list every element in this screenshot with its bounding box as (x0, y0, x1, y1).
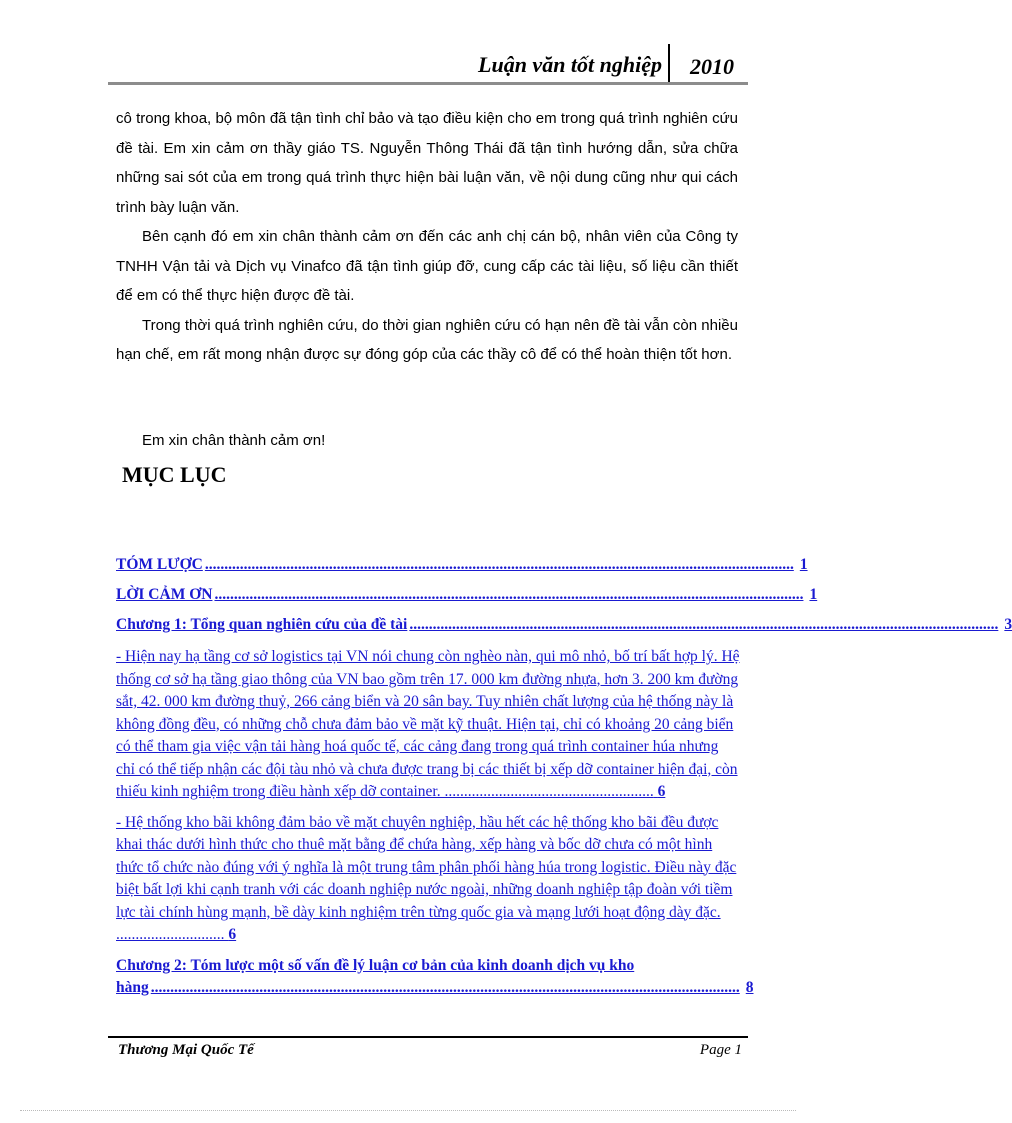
toc-entry-chapter-1[interactable] (116, 616, 1012, 646)
header-year: 2010 (690, 54, 734, 79)
footer-faculty: Thương Mại Quốc Tế (118, 1042, 254, 1058)
footer-page-number: 1 (734, 1042, 742, 1058)
toc-para-text: - Hiện nay hạ tầng cơ sở logistics tại VN nói chung còn nghèo nàn, qui mô nhỏ, bố trí bất hợp lý. Hệ thống cơ sở hạ tầng giao thông của VN bao gồm trên 17. 000 km đường nhựa, hơn 3. 200 km đường sắt, 42. 000 km đường thuỷ, 266 cảng biển và 20 sân bay. Tuy nhiên chất lượng của hệ thống này là không đồng đều, có những chỗ chưa đảm bảo về mặt kỹ thuật. Hiện tại, chỉ có khoảng 20 cảng biển có thể tham gia việc vận tải hàng hoá quốc tế, các cảng đang trong quá trình container húa nhưng chỉ có thể tiếp nhận các đội tàu nhỏ và chưa được trang bị các thiết bị xếp dỡ container hiện đại, còn thiếu kinh nghiệm trong điều hành xếp dỡ container. ...................................................... (116, 648, 740, 800)
toc-entry-chapter-2[interactable] (116, 955, 754, 999)
toc-page-number: 1 (809, 586, 818, 603)
toc-label-cont: hàng (116, 978, 149, 996)
page-edge (20, 1110, 796, 1111)
toc-label: Chương 1: Tổng quan nghiên cứu của đề tài (116, 616, 408, 633)
page-footer (108, 1036, 748, 1068)
toc-page-number: 6 (657, 783, 666, 800)
header-title: Luận văn tốt nghiệp (478, 52, 662, 77)
toc-label: Chương 2: Tóm lược một số vấn đề lý luận cơ bản của kinh doanh dịch vụ kho (116, 956, 635, 974)
toc-page-number: 8 (745, 978, 754, 996)
toc-leader-dots: ........................................................................................................................................................ (150, 978, 740, 996)
header-rule (108, 82, 748, 85)
table-of-contents (116, 556, 1012, 999)
toc-entry-summary[interactable] (116, 556, 808, 586)
toc-label: LỜI CẢM ƠN (116, 586, 213, 603)
footer-page (700, 1042, 742, 1059)
footer-page-label: Page (699, 1042, 731, 1058)
toc-entry-infrastructure[interactable] (116, 646, 740, 804)
paragraph-2: Bên cạnh đó em xin chân thành cảm ơn đến các anh chị cán bộ, nhân viên của Công ty TNHH Vận tải và Dịch vụ Vinafco đã tận tình giúp đỡ, cung cấp các tài liệu, số liệu cần thiết để em có thể thực hiện được đề tài. (116, 228, 738, 304)
toc-title: MỤC LỤC (122, 462, 227, 487)
toc-para-text: - Hệ thống kho bãi không đảm bảo về mặt chuyên nghiệp, hầu hết các hệ thống kho bãi đều được khai thác dưới hình thức cho thuê mặt bằng để chứa hàng, xếp hàng và bốc dỡ chưa có một hình thức tổ chức nào đúng với ý nghĩa là một trung tâm phân phối hàng húa trong logistic. Điều này đặc biệt bất lợi khi cạnh tranh với các doanh nghiệp nước ngoài, những doanh nghiệp tập đoàn với tiềm lực tài chính hùng mạnh, bề dày kinh nghiệm trên từng quốc gia và mạng lưới hoạt động dày đặc. ............................ (116, 813, 737, 943)
toc-page-number: 1 (799, 556, 808, 573)
toc-page-number: 3 (1004, 616, 1012, 633)
header-separator (668, 44, 670, 82)
paragraph-3: Trong thời quá trình nghiên cứu, do thời gian nghiên cứu có hạn nên đề tài vẫn còn nhiều hạn chế, em rất mong nhận được sự đóng góp của các thầy cô để có thể hoàn thiện tốt hơn. (116, 316, 738, 363)
toc-entry-acknowledgement[interactable] (116, 586, 818, 616)
toc-label: TÓM LƯỢC (116, 556, 203, 573)
toc-leader-dots: ........................................................................................................................................................ (214, 586, 804, 603)
page-header (108, 44, 748, 86)
paragraph-1: cô trong khoa, bộ môn đã tận tình chỉ bảo và tạo điều kiện cho em trong quá trình nghiên cứu đề tài. Em xin cảm ơn thầy giáo TS. Nguyễn Thông Thái đã tận tình hướng dẫn, sửa chữa những sai sót của em trong quá trình thực hiện bài luận văn, về nội dung cũng như qui cách trình bày luận văn. (116, 110, 738, 216)
toc-entry-warehouse[interactable] (116, 812, 740, 947)
toc-page-number: 6 (228, 926, 237, 943)
acknowledgement-text (116, 104, 738, 370)
closing-thanks: Em xin chân thành cảm ơn! (142, 432, 326, 449)
toc-leader-dots: ........................................................................................................................................................ (204, 556, 794, 573)
toc-leader-dots: ........................................................................................................................................................ (409, 616, 999, 633)
